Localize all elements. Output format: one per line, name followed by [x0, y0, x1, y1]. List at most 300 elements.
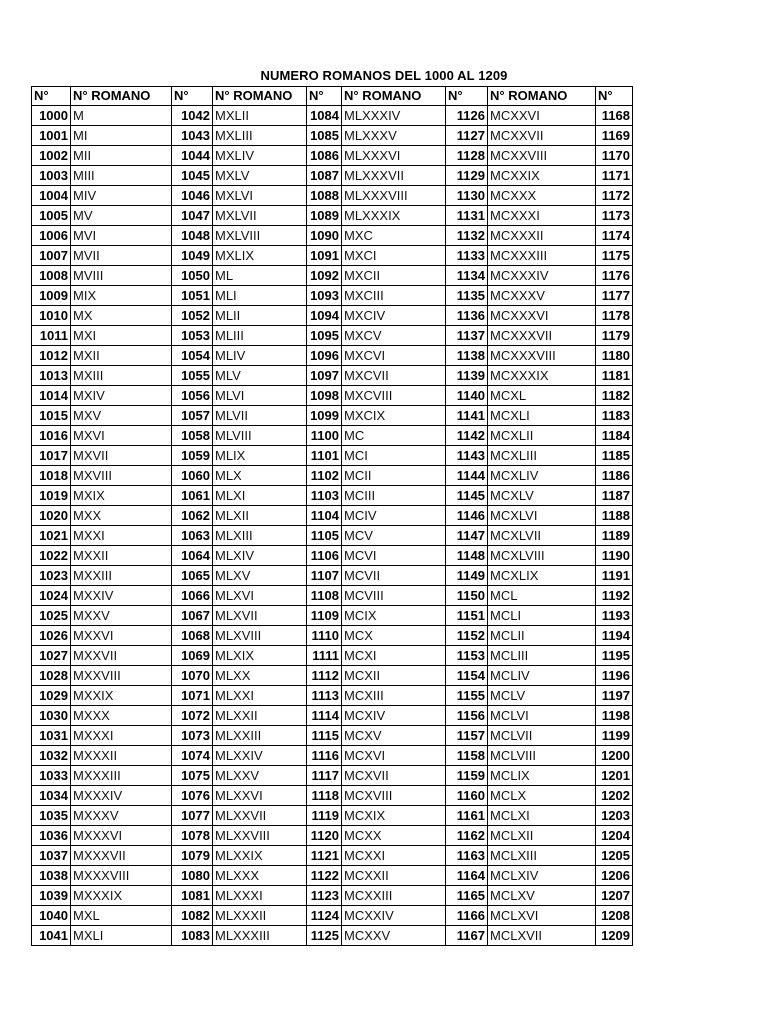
number-cell: 1030	[32, 706, 71, 726]
number-cell: 1207	[596, 886, 633, 906]
number-cell: 1051	[172, 286, 213, 306]
number-cell: 1040	[32, 906, 71, 926]
number-cell: 1045	[172, 166, 213, 186]
roman-numeral-cell: MXXXVI	[71, 826, 172, 846]
roman-numeral-cell: MCXLV	[488, 486, 596, 506]
roman-numeral-cell: MLXXXV	[342, 126, 446, 146]
number-cell: 1032	[32, 746, 71, 766]
number-cell: 1022	[32, 546, 71, 566]
number-cell: 1000	[32, 106, 71, 126]
table-row	[32, 126, 633, 146]
number-cell: 1058	[172, 426, 213, 446]
number-cell: 1147	[446, 526, 488, 546]
number-cell: 1136	[446, 306, 488, 326]
roman-numeral-cell: MLXXXIII	[213, 926, 307, 946]
roman-numeral-cell: MCXLVI	[488, 506, 596, 526]
table-row	[32, 306, 633, 326]
roman-numeral-cell: MXVI	[71, 426, 172, 446]
roman-numeral-cell: MXXVII	[71, 646, 172, 666]
roman-numeral-cell: MCXIV	[342, 706, 446, 726]
header-number: N°	[307, 87, 342, 106]
number-cell: 1092	[307, 266, 342, 286]
header-roman: N° ROMANO	[342, 87, 446, 106]
roman-numeral-cell: MCXXII	[342, 866, 446, 886]
number-cell: 1053	[172, 326, 213, 346]
number-cell: 1082	[172, 906, 213, 926]
number-cell: 1066	[172, 586, 213, 606]
table-row	[32, 146, 633, 166]
roman-numeral-cell: MCLXIII	[488, 846, 596, 866]
roman-numeral-cell: MLXXXVII	[342, 166, 446, 186]
number-cell: 1131	[446, 206, 488, 226]
number-cell: 1020	[32, 506, 71, 526]
number-cell: 1023	[32, 566, 71, 586]
number-cell: 1111	[307, 646, 342, 666]
number-cell: 1068	[172, 626, 213, 646]
number-cell: 1087	[307, 166, 342, 186]
roman-numeral-cell: MLXX	[213, 666, 307, 686]
number-cell: 1169	[596, 126, 633, 146]
number-cell: 1108	[307, 586, 342, 606]
number-cell: 1035	[32, 806, 71, 826]
number-cell: 1101	[307, 446, 342, 466]
number-cell: 1012	[32, 346, 71, 366]
roman-numeral-cell: MXXV	[71, 606, 172, 626]
roman-numeral-cell: MLXXVI	[213, 786, 307, 806]
roman-numeral-cell: MCXLI	[488, 406, 596, 426]
number-cell: 1072	[172, 706, 213, 726]
number-cell: 1199	[596, 726, 633, 746]
number-cell: 1135	[446, 286, 488, 306]
number-cell: 1027	[32, 646, 71, 666]
roman-numeral-cell: MXCV	[342, 326, 446, 346]
number-cell: 1113	[307, 686, 342, 706]
number-cell: 1014	[32, 386, 71, 406]
roman-numeral-cell: MXC	[342, 226, 446, 246]
number-cell: 1043	[172, 126, 213, 146]
roman-numeral-cell: MCLI	[488, 606, 596, 626]
number-cell: 1149	[446, 566, 488, 586]
number-cell: 1188	[596, 506, 633, 526]
number-cell: 1013	[32, 366, 71, 386]
number-cell: 1143	[446, 446, 488, 466]
roman-numeral-cell: MCXXVII	[488, 126, 596, 146]
roman-numeral-cell: MCLXVI	[488, 906, 596, 926]
number-cell: 1122	[307, 866, 342, 886]
table-row	[32, 366, 633, 386]
roman-numeral-cell: MXCIX	[342, 406, 446, 426]
number-cell: 1088	[307, 186, 342, 206]
number-cell: 1033	[32, 766, 71, 786]
number-cell: 1114	[307, 706, 342, 726]
number-cell: 1070	[172, 666, 213, 686]
number-cell: 1016	[32, 426, 71, 446]
roman-numeral-cell: MV	[71, 206, 172, 226]
table-row	[32, 506, 633, 526]
number-cell: 1002	[32, 146, 71, 166]
roman-numeral-cell: MXLVIII	[213, 226, 307, 246]
roman-numeral-cell: MCX	[342, 626, 446, 646]
roman-numeral-cell: MXCIII	[342, 286, 446, 306]
roman-numeral-cell: MXII	[71, 346, 172, 366]
number-cell: 1142	[446, 426, 488, 446]
roman-numeral-cell: MVII	[71, 246, 172, 266]
roman-numeral-cell: MLXXXVI	[342, 146, 446, 166]
roman-numeral-cell: MCXXXV	[488, 286, 596, 306]
number-cell: 1132	[446, 226, 488, 246]
roman-numeral-cell: MXXXIV	[71, 786, 172, 806]
number-cell: 1001	[32, 126, 71, 146]
number-cell: 1196	[596, 666, 633, 686]
number-cell: 1158	[446, 746, 488, 766]
number-cell: 1115	[307, 726, 342, 746]
number-cell: 1145	[446, 486, 488, 506]
number-cell: 1159	[446, 766, 488, 786]
roman-numeral-cell: MC	[342, 426, 446, 446]
number-cell: 1202	[596, 786, 633, 806]
number-cell: 1024	[32, 586, 71, 606]
roman-numeral-cell: MCLV	[488, 686, 596, 706]
roman-numeral-cell: MLXXVIII	[213, 826, 307, 846]
number-cell: 1063	[172, 526, 213, 546]
roman-numeral-cell: MCLIX	[488, 766, 596, 786]
table-row	[32, 866, 633, 886]
number-cell: 1160	[446, 786, 488, 806]
number-cell: 1151	[446, 606, 488, 626]
roman-numeral-cell: MCVII	[342, 566, 446, 586]
roman-numeral-cell: MXXIX	[71, 686, 172, 706]
roman-numeral-cell: MCXXIII	[342, 886, 446, 906]
roman-numeral-cell: MLXXI	[213, 686, 307, 706]
table-row	[32, 646, 633, 666]
number-cell: 1077	[172, 806, 213, 826]
roman-numeral-cell: MXLVII	[213, 206, 307, 226]
roman-numeral-cell: MLI	[213, 286, 307, 306]
number-cell: 1044	[172, 146, 213, 166]
number-cell: 1186	[596, 466, 633, 486]
number-cell: 1118	[307, 786, 342, 806]
number-cell: 1059	[172, 446, 213, 466]
number-cell: 1083	[172, 926, 213, 946]
roman-numeral-cell: MXCVII	[342, 366, 446, 386]
table-row	[32, 526, 633, 546]
number-cell: 1204	[596, 826, 633, 846]
number-cell: 1104	[307, 506, 342, 526]
roman-numeral-cell: MCXXI	[342, 846, 446, 866]
roman-numeral-cell: MIV	[71, 186, 172, 206]
number-cell: 1003	[32, 166, 71, 186]
number-cell: 1121	[307, 846, 342, 866]
roman-numeral-cell: M	[71, 106, 172, 126]
number-cell: 1110	[307, 626, 342, 646]
table-row	[32, 566, 633, 586]
number-cell: 1039	[32, 886, 71, 906]
number-cell: 1198	[596, 706, 633, 726]
roman-numeral-cell: MCLX	[488, 786, 596, 806]
roman-numeral-cell: MCVI	[342, 546, 446, 566]
roman-numeral-cell: MCXXVIII	[488, 146, 596, 166]
number-cell: 1093	[307, 286, 342, 306]
number-cell: 1080	[172, 866, 213, 886]
number-cell: 1047	[172, 206, 213, 226]
table-row	[32, 466, 633, 486]
roman-numeral-cell: MCXLIX	[488, 566, 596, 586]
roman-numeral-cell: MLXXIII	[213, 726, 307, 746]
number-cell: 1075	[172, 766, 213, 786]
roman-numeral-cell: MXXVI	[71, 626, 172, 646]
number-cell: 1170	[596, 146, 633, 166]
number-cell: 1061	[172, 486, 213, 506]
table-row	[32, 826, 633, 846]
roman-numeral-cell: MCII	[342, 466, 446, 486]
number-cell: 1146	[446, 506, 488, 526]
roman-numeral-cell: MCVIII	[342, 586, 446, 606]
number-cell: 1090	[307, 226, 342, 246]
number-cell: 1038	[32, 866, 71, 886]
table-row	[32, 406, 633, 426]
roman-numeral-cell: MLVI	[213, 386, 307, 406]
roman-numeral-cell: MCLII	[488, 626, 596, 646]
roman-numeral-cell: MXXXVIII	[71, 866, 172, 886]
number-cell: 1208	[596, 906, 633, 926]
table-row	[32, 626, 633, 646]
roman-numeral-cell: MCLVIII	[488, 746, 596, 766]
number-cell: 1156	[446, 706, 488, 726]
table-row	[32, 226, 633, 246]
number-cell: 1181	[596, 366, 633, 386]
number-cell: 1157	[446, 726, 488, 746]
number-cell: 1081	[172, 886, 213, 906]
roman-numeral-cell: MXLII	[213, 106, 307, 126]
roman-numeral-cell: MXXIV	[71, 586, 172, 606]
roman-numeral-cell: MCI	[342, 446, 446, 466]
table-row	[32, 806, 633, 826]
roman-numeral-cell: MXLV	[213, 166, 307, 186]
header-number: N°	[596, 87, 633, 106]
number-cell: 1067	[172, 606, 213, 626]
number-cell: 1190	[596, 546, 633, 566]
roman-numeral-cell: MXL	[71, 906, 172, 926]
table-row	[32, 326, 633, 346]
roman-numeral-cell: MXVII	[71, 446, 172, 466]
roman-numeral-cell: MLXXVII	[213, 806, 307, 826]
roman-numeral-cell: MCXXXVII	[488, 326, 596, 346]
roman-numeral-cell: MLXIII	[213, 526, 307, 546]
roman-numeral-cell: MCXLII	[488, 426, 596, 446]
number-cell: 1026	[32, 626, 71, 646]
number-cell: 1056	[172, 386, 213, 406]
number-cell: 1195	[596, 646, 633, 666]
roman-numeral-cell: MXCIV	[342, 306, 446, 326]
header-roman: N° ROMANO	[213, 87, 307, 106]
number-cell: 1137	[446, 326, 488, 346]
roman-numeral-cell: MCXVIII	[342, 786, 446, 806]
roman-numeral-cell: MXLI	[71, 926, 172, 946]
table-row	[32, 846, 633, 866]
table-row	[32, 746, 633, 766]
number-cell: 1091	[307, 246, 342, 266]
roman-numeral-cell: MCLXIV	[488, 866, 596, 886]
number-cell: 1060	[172, 466, 213, 486]
roman-numeral-cell: MLXVI	[213, 586, 307, 606]
number-cell: 1166	[446, 906, 488, 926]
table-row	[32, 766, 633, 786]
number-cell: 1180	[596, 346, 633, 366]
roman-numeral-cell: MLXXXIX	[342, 206, 446, 226]
number-cell: 1036	[32, 826, 71, 846]
number-cell: 1127	[446, 126, 488, 146]
roman-numeral-cell: MLXXX	[213, 866, 307, 886]
number-cell: 1073	[172, 726, 213, 746]
roman-numeral-cell: MCLIII	[488, 646, 596, 666]
table-row	[32, 786, 633, 806]
number-cell: 1144	[446, 466, 488, 486]
roman-numeral-cell: MCXLVIII	[488, 546, 596, 566]
roman-numeral-cell: MCLXVII	[488, 926, 596, 946]
number-cell: 1161	[446, 806, 488, 826]
roman-numeral-cell: MXXXIII	[71, 766, 172, 786]
number-cell: 1152	[446, 626, 488, 646]
roman-numeral-cell: MXXII	[71, 546, 172, 566]
roman-numeral-cell: MCLXI	[488, 806, 596, 826]
roman-numeral-cell: MVIII	[71, 266, 172, 286]
roman-numeral-cell: MXXXVII	[71, 846, 172, 866]
number-cell: 1179	[596, 326, 633, 346]
number-cell: 1112	[307, 666, 342, 686]
number-cell: 1019	[32, 486, 71, 506]
roman-numeral-cell: MXCI	[342, 246, 446, 266]
roman-numeral-cell: MLXXXII	[213, 906, 307, 926]
number-cell: 1173	[596, 206, 633, 226]
number-cell: 1021	[32, 526, 71, 546]
number-cell: 1183	[596, 406, 633, 426]
roman-numeral-cell: MCLXII	[488, 826, 596, 846]
roman-numeral-cell: MXLIII	[213, 126, 307, 146]
header-number: N°	[172, 87, 213, 106]
number-cell: 1050	[172, 266, 213, 286]
number-cell: 1106	[307, 546, 342, 566]
roman-numeral-cell: MCXIX	[342, 806, 446, 826]
number-cell: 1025	[32, 606, 71, 626]
table-row	[32, 586, 633, 606]
roman-numeral-cell: MCIX	[342, 606, 446, 626]
number-cell: 1164	[446, 866, 488, 886]
number-cell: 1086	[307, 146, 342, 166]
number-cell: 1034	[32, 786, 71, 806]
number-cell: 1094	[307, 306, 342, 326]
number-cell: 1117	[307, 766, 342, 786]
roman-numeral-cell: MXIII	[71, 366, 172, 386]
number-cell: 1010	[32, 306, 71, 326]
number-cell: 1064	[172, 546, 213, 566]
number-cell: 1194	[596, 626, 633, 646]
roman-numeral-cell: MCXIII	[342, 686, 446, 706]
number-cell: 1148	[446, 546, 488, 566]
roman-numeral-cell: MCIII	[342, 486, 446, 506]
roman-numeral-cell: MXIX	[71, 486, 172, 506]
roman-numeral-cell: MXCVI	[342, 346, 446, 366]
roman-numeral-cell: MLXVIII	[213, 626, 307, 646]
number-cell: 1008	[32, 266, 71, 286]
roman-numeral-cell: MCXX	[342, 826, 446, 846]
table-row	[32, 106, 633, 126]
table-row	[32, 166, 633, 186]
roman-numeral-cell: MLXXIV	[213, 746, 307, 766]
roman-numeral-cell: MCV	[342, 526, 446, 546]
roman-numerals-table	[31, 86, 633, 946]
table-row	[32, 726, 633, 746]
number-cell: 1079	[172, 846, 213, 866]
number-cell: 1074	[172, 746, 213, 766]
number-cell: 1095	[307, 326, 342, 346]
roman-numeral-cell: MCXXIX	[488, 166, 596, 186]
number-cell: 1096	[307, 346, 342, 366]
table-row	[32, 266, 633, 286]
number-cell: 1049	[172, 246, 213, 266]
page-title: NUMERO ROMANOS DEL 1000 AL 1209	[260, 68, 508, 83]
number-cell: 1192	[596, 586, 633, 606]
number-cell: 1078	[172, 826, 213, 846]
roman-numeral-cell: MCXL	[488, 386, 596, 406]
roman-numeral-cell: MXXXI	[71, 726, 172, 746]
roman-numeral-cell: MCIV	[342, 506, 446, 526]
number-cell: 1046	[172, 186, 213, 206]
roman-numeral-cell: MCXXXIV	[488, 266, 596, 286]
number-cell: 1200	[596, 746, 633, 766]
number-cell: 1042	[172, 106, 213, 126]
roman-numeral-cell: MLII	[213, 306, 307, 326]
number-cell: 1109	[307, 606, 342, 626]
number-cell: 1133	[446, 246, 488, 266]
table-row	[32, 886, 633, 906]
number-cell: 1076	[172, 786, 213, 806]
number-cell: 1128	[446, 146, 488, 166]
roman-numeral-cell: MXXXIX	[71, 886, 172, 906]
number-cell: 1177	[596, 286, 633, 306]
number-cell: 1071	[172, 686, 213, 706]
roman-numeral-cell: MX	[71, 306, 172, 326]
number-cell: 1048	[172, 226, 213, 246]
number-cell: 1123	[307, 886, 342, 906]
roman-numeral-cell: MCL	[488, 586, 596, 606]
roman-numeral-cell: MCXLIII	[488, 446, 596, 466]
roman-numeral-cell: MXIV	[71, 386, 172, 406]
number-cell: 1178	[596, 306, 633, 326]
number-cell: 1174	[596, 226, 633, 246]
number-cell: 1162	[446, 826, 488, 846]
number-cell: 1203	[596, 806, 633, 826]
roman-numeral-cell: MCXVII	[342, 766, 446, 786]
roman-numeral-cell: MXXIII	[71, 566, 172, 586]
roman-numeral-cell: MXXVIII	[71, 666, 172, 686]
roman-numeral-cell: MCXII	[342, 666, 446, 686]
roman-numeral-cell: MCLVI	[488, 706, 596, 726]
table-row	[32, 186, 633, 206]
number-cell: 1124	[307, 906, 342, 926]
roman-numeral-cell: MLXIV	[213, 546, 307, 566]
table-body	[32, 106, 633, 946]
number-cell: 1099	[307, 406, 342, 426]
number-cell: 1007	[32, 246, 71, 266]
roman-numeral-cell: MLXVII	[213, 606, 307, 626]
number-cell: 1005	[32, 206, 71, 226]
roman-numeral-cell: MLXXII	[213, 706, 307, 726]
roman-numeral-cell: MXCVIII	[342, 386, 446, 406]
number-cell: 1193	[596, 606, 633, 626]
number-cell: 1004	[32, 186, 71, 206]
number-cell: 1069	[172, 646, 213, 666]
number-cell: 1028	[32, 666, 71, 686]
